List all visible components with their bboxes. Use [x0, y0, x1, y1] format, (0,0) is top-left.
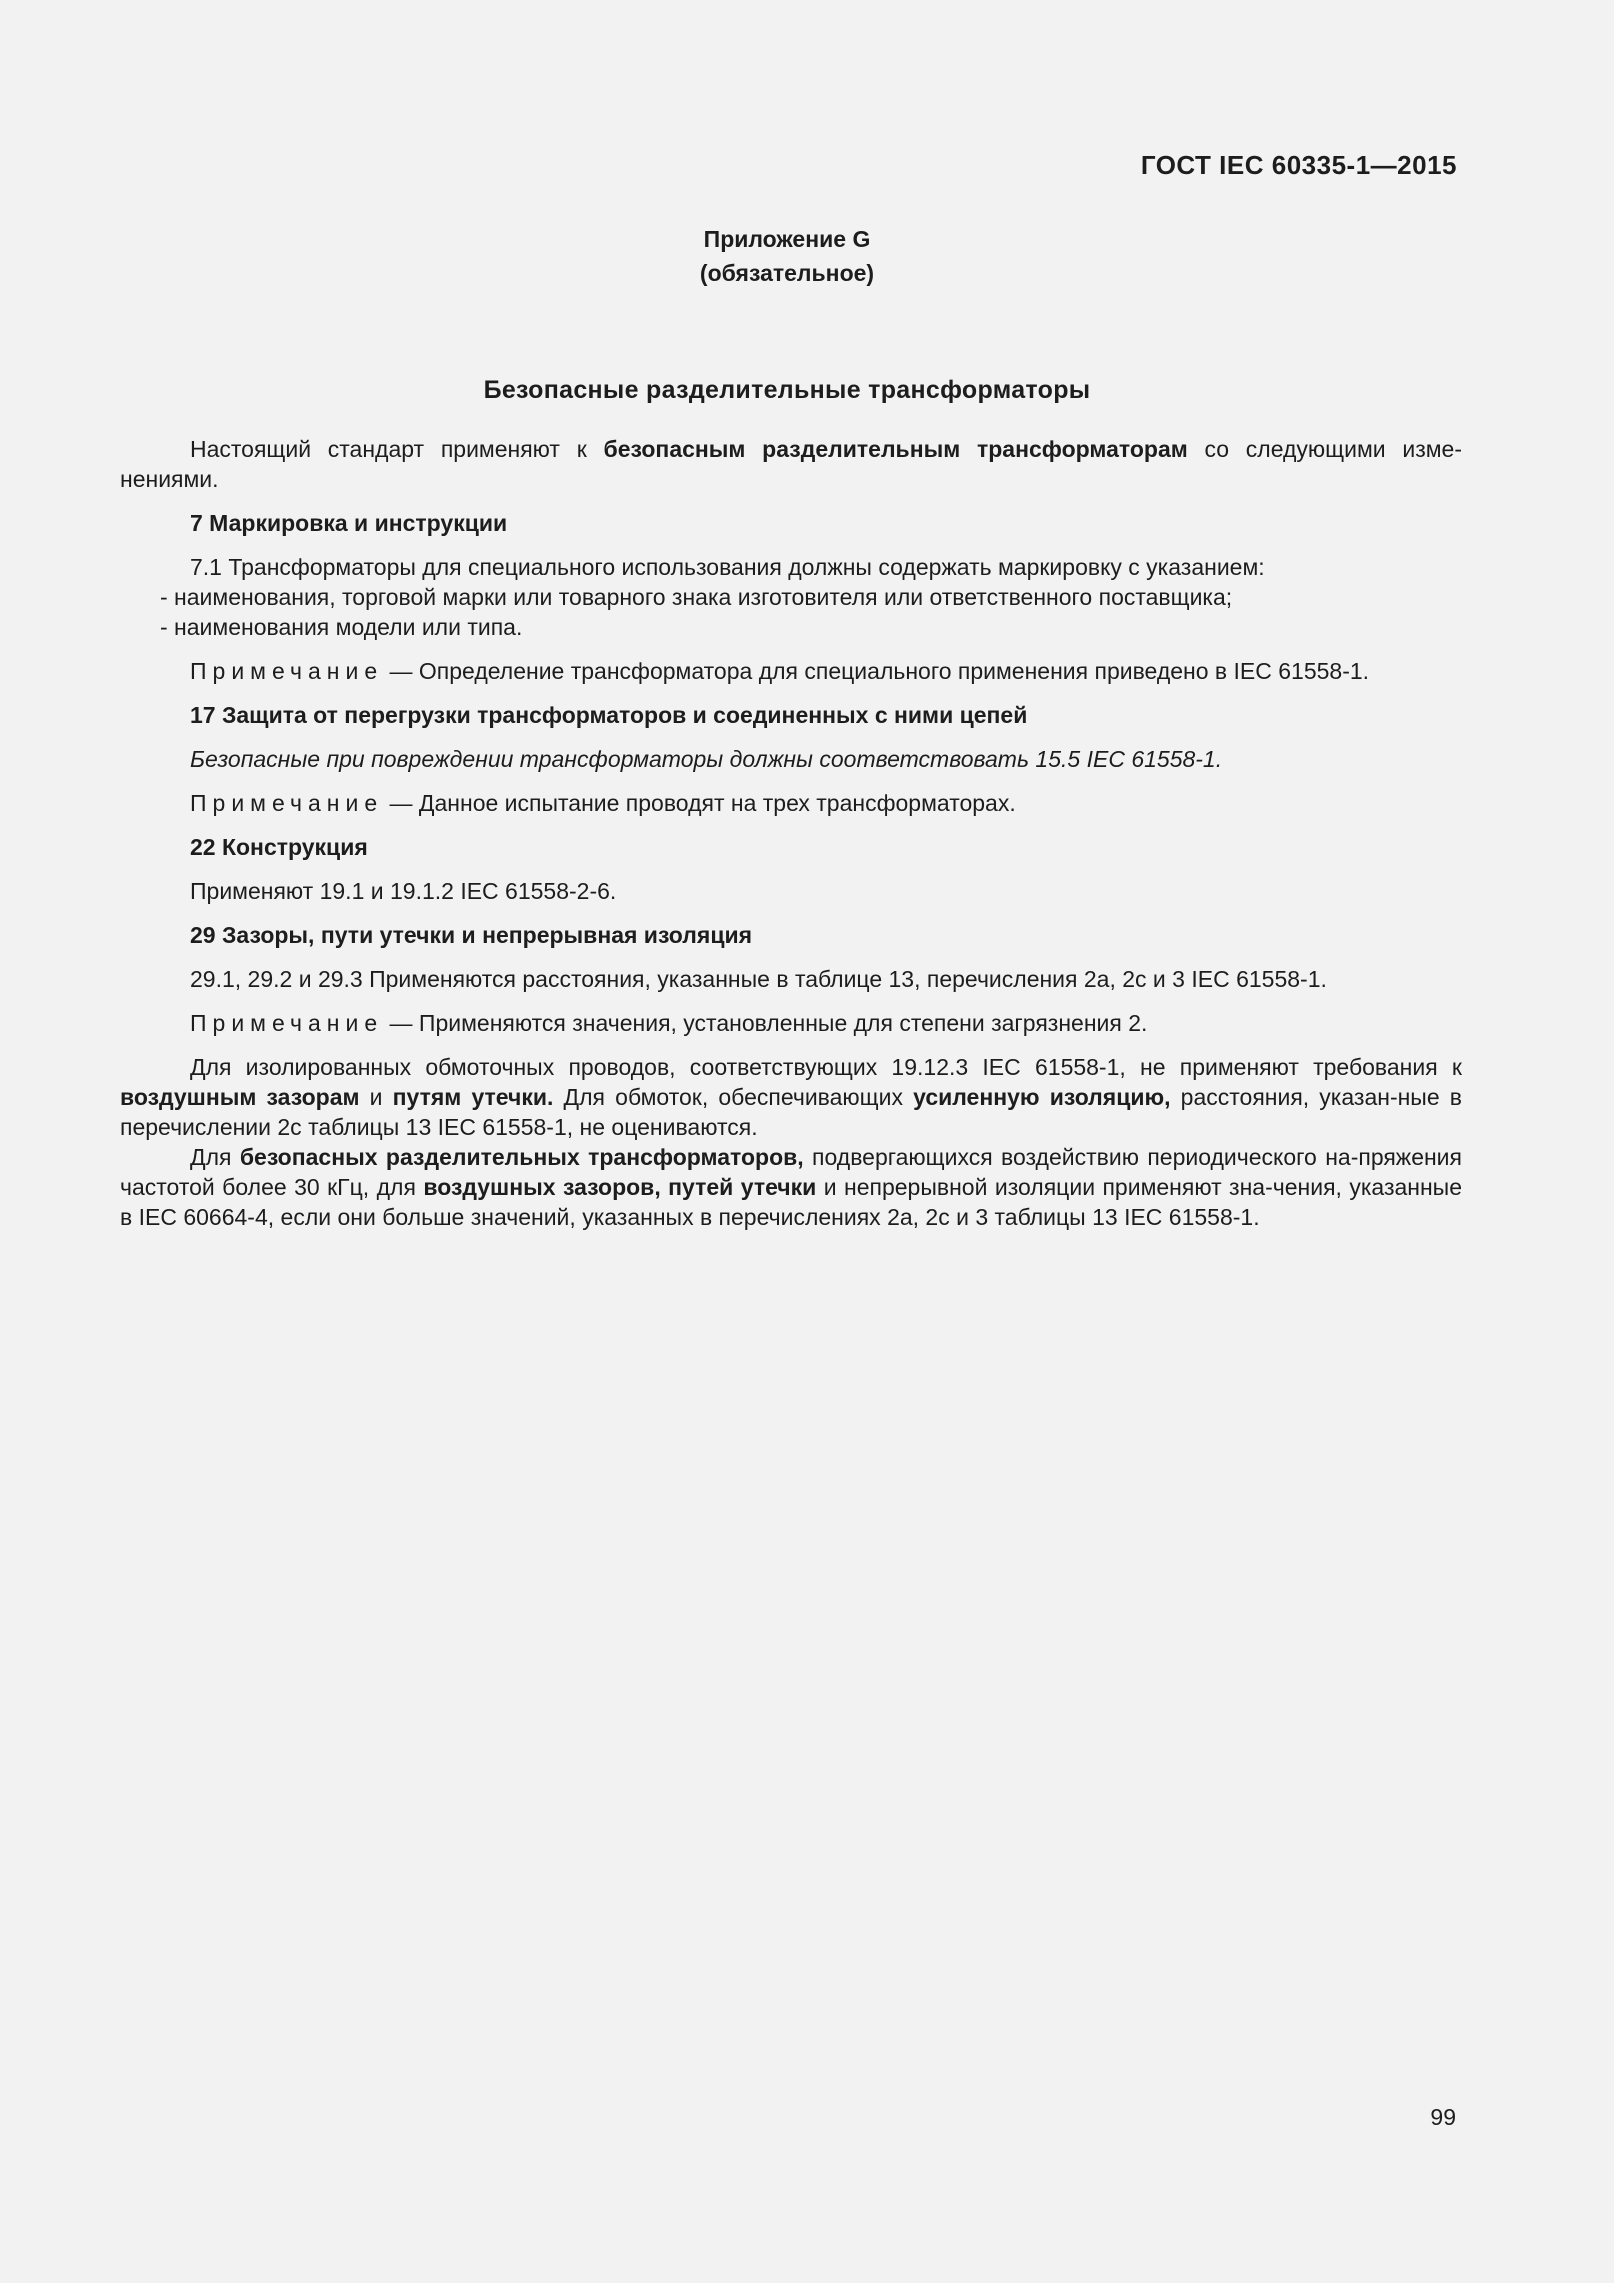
note-text: — Применяются значения, установленные для степени загрязнения 2.	[383, 1010, 1148, 1036]
intro-paragraph	[120, 434, 1462, 494]
bold-term: усиленную изоляцию,	[913, 1084, 1171, 1110]
note-text: — Определение трансформатора для специального применения приведено в IEC 61558-1.	[383, 658, 1370, 684]
section-29-note	[120, 1008, 1462, 1038]
intro-text-2: со следующими изме-нениями.	[120, 436, 1463, 492]
para-text: подвергающихся воздействию периодического на-пряжения частотой более 30 кГц, для	[120, 1144, 1462, 1200]
section-29-paragraph-1	[120, 1052, 1462, 1142]
note-label: Примечание	[190, 1010, 384, 1036]
document-title: Безопасные разделительные трансформаторы	[483, 376, 1091, 404]
para-text: Для изолированных обмоточных проводов, соответствующих 19.12.3 IEC 61558-1, не применяют требования к	[190, 1054, 1462, 1080]
section-29-heading: 29 Зазоры, пути утечки и непрерывная изоляция	[190, 922, 753, 948]
bold-term: безопасных разделительных трансформаторов,	[239, 1144, 804, 1170]
para-text: и	[359, 1084, 393, 1110]
intro-bold-term: безопасным разделительным трансформаторам	[603, 436, 1188, 462]
para-text: расстояния, указан-ные в перечислении 2c таблицы 13 IEC 61558-1, не оцениваются.	[120, 1084, 1462, 1140]
section-22-heading: 22 Конструкция	[190, 834, 368, 860]
para-text: Для обмоток, обеспечивающих	[553, 1084, 914, 1110]
annex-status: (обязательное)	[699, 260, 875, 286]
section-7-heading: 7 Маркировка и инструкции	[190, 510, 508, 536]
section-17-requirement: Безопасные при повреждении трансформаторы должны соответствовать 15.5 IEC 61558-1.	[190, 746, 1223, 772]
annex-title: Приложение G	[703, 226, 871, 252]
list-item: - наименования модели или типа.	[160, 614, 523, 640]
section-17-heading: 17 Защита от перегрузки трансформаторов и соединенных с ними цепей	[190, 702, 1028, 728]
standard-code: ГОСТ IEC 60335-1—2015	[1140, 150, 1457, 180]
document-body	[120, 434, 1462, 1232]
para-text: и непрерывной изоляции применяют зна-чения, указанные в IEC 60664-4, если они больше значений, указанных в перечислениях 2a, 2c и 3 таблицы 13 IEC 61558-1.	[120, 1174, 1463, 1230]
bold-term: воздушным зазорам	[120, 1084, 360, 1110]
annex-heading	[0, 222, 1574, 290]
note-label: Примечание	[190, 790, 384, 816]
para-text: Для	[190, 1144, 240, 1170]
section-29-text: 29.1, 29.2 и 29.3 Применяются расстояния, указанные в таблице 13, перечисления 2a, 2c и 3 IEC 61558-1.	[190, 966, 1327, 992]
section-22-text: Применяют 19.1 и 19.1.2 IEC 61558-2-6.	[190, 878, 617, 904]
page-number: 99	[1430, 2104, 1456, 2130]
section-17-note	[120, 788, 1462, 818]
note-text: — Данное испытание проводят на трех трансформаторах.	[383, 790, 1016, 816]
list-item: - наименования, торговой марки или товарного знака изготовителя или ответственного поставщика;	[160, 584, 1233, 610]
note-label: Примечание	[190, 658, 384, 684]
clause-7-1: 7.1 Трансформаторы для специального использования должны содержать маркировку с указанием:	[190, 554, 1265, 580]
bold-term: воздушных зазоров, путей утечки	[423, 1174, 817, 1200]
section-29-paragraph-2	[120, 1142, 1462, 1232]
intro-text-1: Настоящий стандарт применяют к	[190, 436, 604, 462]
section-7-note	[120, 656, 1462, 686]
bold-term: путям утечки.	[392, 1084, 554, 1110]
